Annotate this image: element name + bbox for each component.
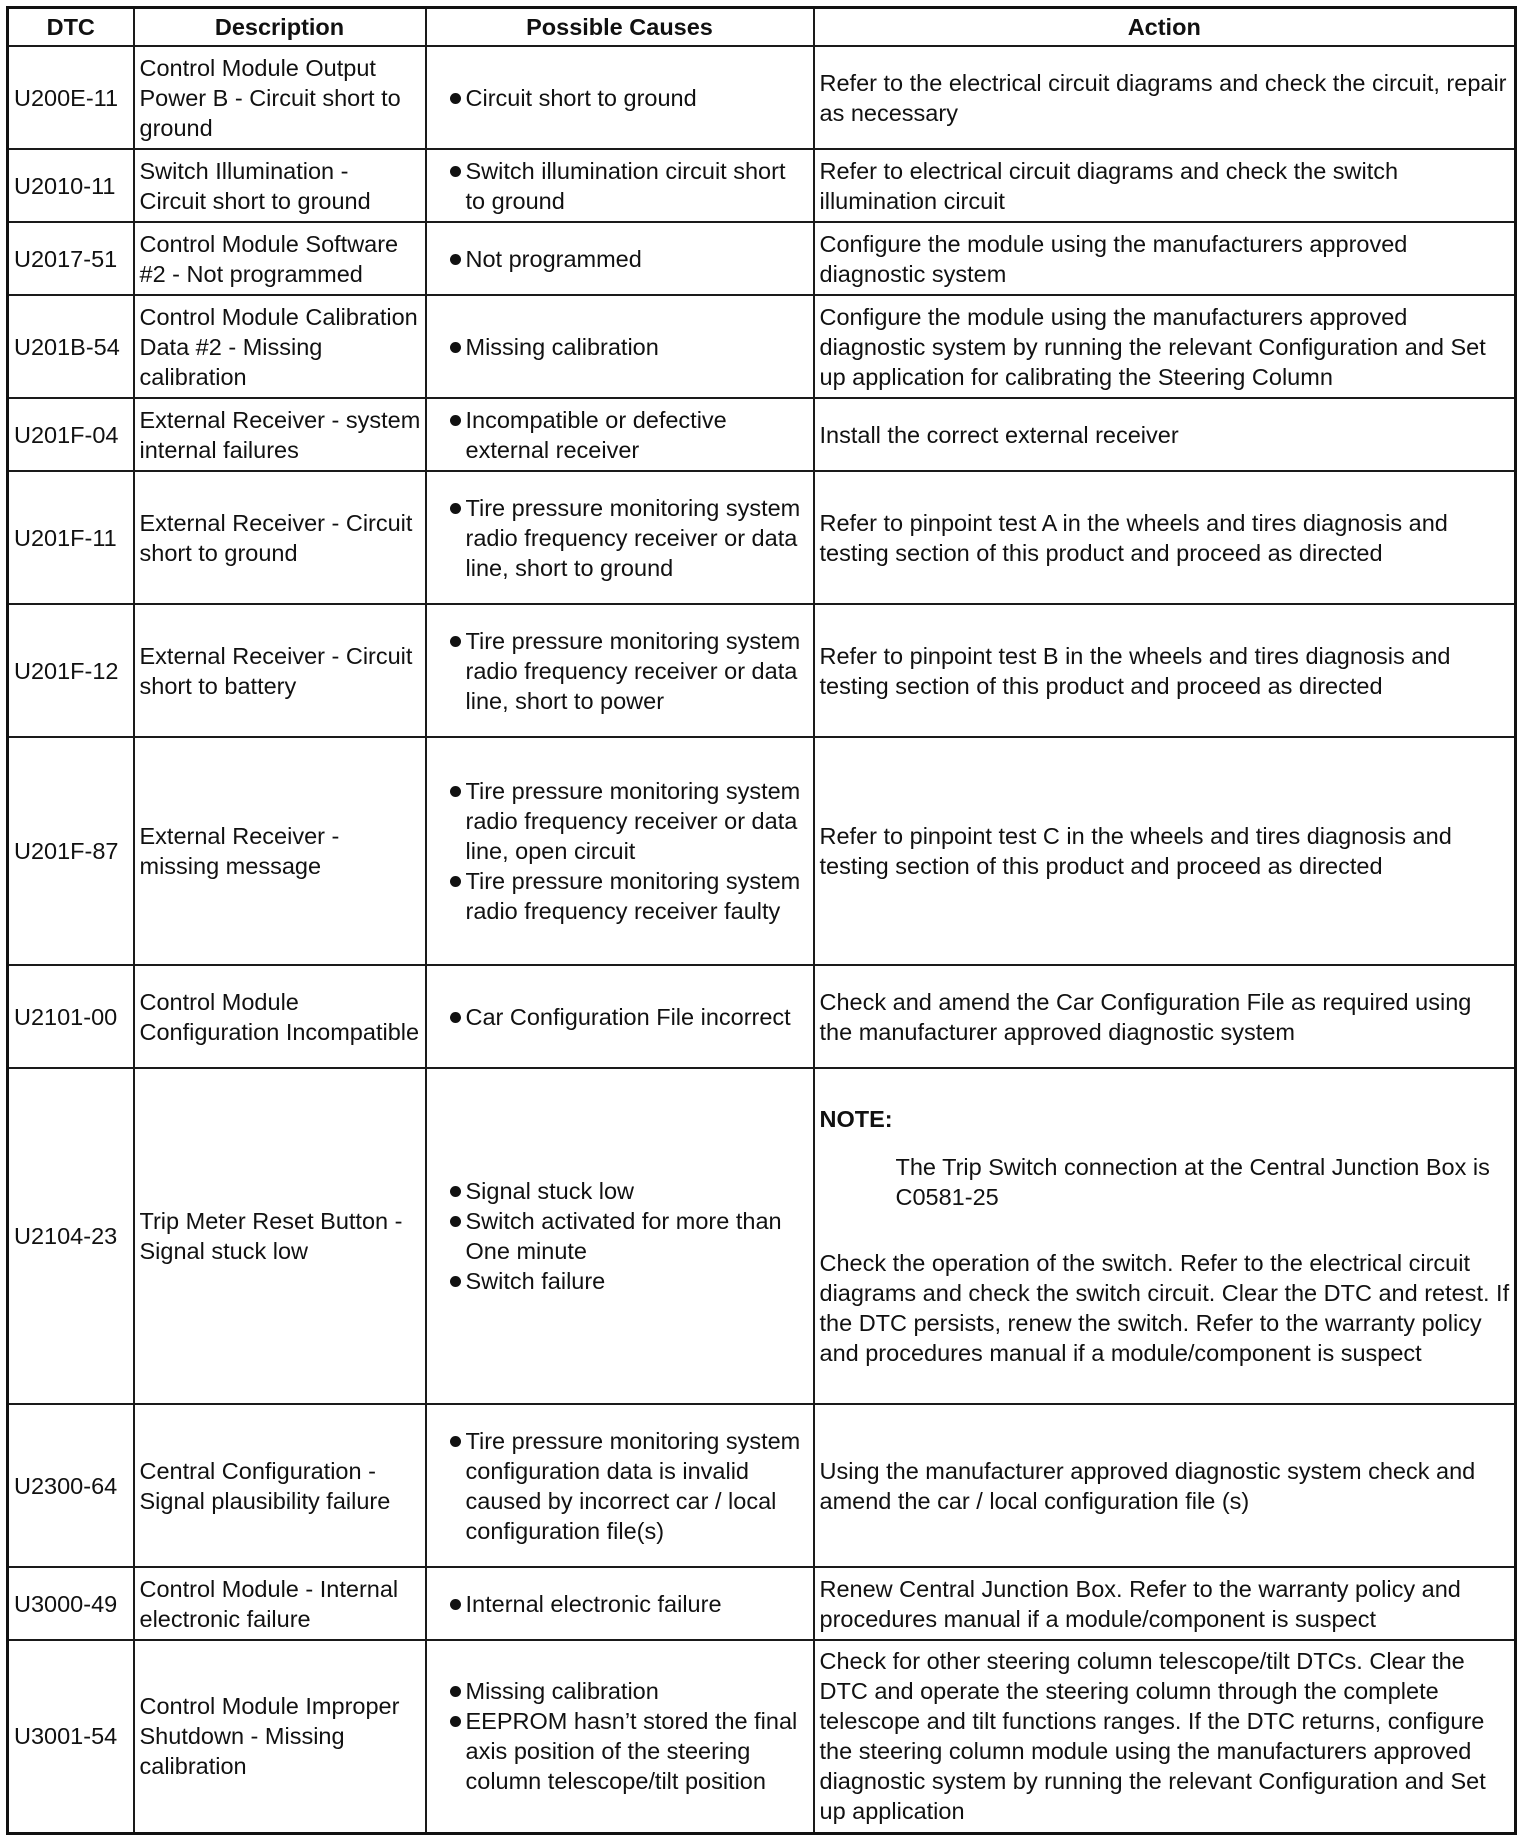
cause-item: Tire pressure monitoring system configuration data is invalid caused by incorrect car / local configuration file(s) [432,1426,809,1546]
dtc-description: External Receiver - system internal failures [134,398,426,471]
cause-item: Internal electronic failure [432,1589,809,1619]
dtc-code: U201F-87 [8,737,134,965]
dtc-code: U2101-00 [8,965,134,1068]
dtc-table [6,6,1517,1835]
possible-causes [426,1640,814,1833]
dtc-description: Control Module Calibration Data #2 - Missing calibration [134,295,426,398]
dtc-code: U201F-04 [8,398,134,471]
possible-causes [426,1567,814,1640]
possible-causes [426,295,814,398]
dtc-code: U2010-11 [8,149,134,222]
dtc-code: U2017-51 [8,222,134,295]
cause-item: Switch failure [432,1266,809,1296]
table-row [8,965,1516,1068]
action-text: Install the correct external receiver [814,398,1516,471]
table-row [8,737,1516,965]
dtc-code: U201B-54 [8,295,134,398]
header-action: Action [814,8,1516,47]
dtc-description: Control Module Output Power B - Circuit short to ground [134,46,426,149]
cause-item: Not programmed [432,244,809,274]
table-row [8,295,1516,398]
action-text: Refer to electrical circuit diagrams and check the switch illumination circuit [814,149,1516,222]
possible-causes [426,737,814,965]
cause-item: Signal stuck low [432,1176,809,1206]
possible-causes [426,149,814,222]
action-text: Refer to the electrical circuit diagrams and check the circuit, repair as necessary [814,46,1516,149]
dtc-code: U2300-64 [8,1404,134,1567]
action-text: Refer to pinpoint test B in the wheels and tires diagnosis and testing section of this product and proceed as directed [814,604,1516,737]
table-row [8,222,1516,295]
possible-causes [426,1404,814,1567]
action-cell [814,1068,1516,1404]
action-text: Configure the module using the manufacturers approved diagnostic system by running the relevant Configuration and Set up application for calibrating the Steering Column [814,295,1516,398]
dtc-code: U3001-54 [8,1640,134,1833]
dtc-code: U201F-11 [8,471,134,604]
table-row [8,149,1516,222]
dtc-code: U3000-49 [8,1567,134,1640]
dtc-code: U201F-12 [8,604,134,737]
cause-item: EEPROM hasn’t stored the final axis position of the steering column telescope/tilt position [432,1706,809,1796]
dtc-description: Trip Meter Reset Button - Signal stuck low [134,1068,426,1404]
table-row [8,46,1516,149]
possible-causes [426,1068,814,1404]
possible-causes [426,965,814,1068]
action-text: Check for other steering column telescope/tilt DTCs. Clear the DTC and operate the steering column through the complete telescope and tilt functions ranges. If the DTC returns, configure the steering column module using the manufacturers approved diagnostic system by running the relevant Configuration and Set up application [814,1640,1516,1833]
possible-causes [426,604,814,737]
cause-item: Circuit short to ground [432,83,809,113]
cause-item: Tire pressure monitoring system radio frequency receiver or data line, open circuit [432,776,809,866]
table-row [8,1404,1516,1567]
table-row [8,1567,1516,1640]
dtc-description: Switch Illumination - Circuit short to ground [134,149,426,222]
possible-causes [426,46,814,149]
header-dtc: DTC [8,8,134,47]
header-row [8,8,1516,47]
dtc-description: Control Module Configuration Incompatible [134,965,426,1068]
dtc-description: External Receiver - Circuit short to battery [134,604,426,737]
dtc-description: Central Configuration - Signal plausibility failure [134,1404,426,1567]
cause-item: Switch activated for more than One minute [432,1206,809,1266]
action-text: Using the manufacturer approved diagnostic system check and amend the car / local configuration file (s) [814,1404,1516,1567]
dtc-description: External Receiver - Circuit short to ground [134,471,426,604]
dtc-description: Control Module Software #2 - Not programmed [134,222,426,295]
table-row [8,604,1516,737]
dtc-code: U200E-11 [8,46,134,149]
cause-item: Tire pressure monitoring system radio frequency receiver faulty [432,866,809,926]
possible-causes [426,398,814,471]
cause-item: Car Configuration File incorrect [432,1002,809,1032]
cause-item: Incompatible or defective external receiver [432,405,809,465]
table-row [8,1640,1516,1833]
note-body: The Trip Switch connection at the Central Junction Box is C0581-25 [895,1154,1490,1210]
table-row [8,398,1516,471]
header-description: Description [134,8,426,47]
possible-causes [426,471,814,604]
note-title: NOTE: [819,1106,893,1132]
action-text: Refer to pinpoint test C in the wheels and tires diagnosis and testing section of this product and proceed as directed [814,737,1516,965]
action-text: Refer to pinpoint test A in the wheels and tires diagnosis and testing section of this product and proceed as directed [814,471,1516,604]
possible-causes [426,222,814,295]
cause-item: Tire pressure monitoring system radio frequency receiver or data line, short to ground [432,493,809,583]
action-text: Check and amend the Car Configuration File as required using the manufacturer approved diagnostic system [814,965,1516,1068]
dtc-description: External Receiver - missing message [134,737,426,965]
cause-item: Tire pressure monitoring system radio frequency receiver or data line, short to power [432,626,809,716]
dtc-description: Control Module - Internal electronic failure [134,1567,426,1640]
cause-item: Switch illumination circuit short to ground [432,156,809,216]
header-causes: Possible Causes [426,8,814,47]
dtc-description: Control Module Improper Shutdown - Missing calibration [134,1640,426,1833]
cause-item: Missing calibration [432,332,809,362]
action-text: Configure the module using the manufacturers approved diagnostic system [814,222,1516,295]
table-row [8,1068,1516,1404]
action-text: Check the operation of the switch. Refer to the electrical circuit diagrams and check the switch circuit. Clear the DTC and retest. If the DTC persists, renew the switch. Refer to the warranty policy and procedures manual if a module/component is suspect [819,1250,1510,1366]
table-row [8,471,1516,604]
cause-item: Missing calibration [432,1676,809,1706]
action-text: Renew Central Junction Box. Refer to the warranty policy and procedures manual if a module/component is suspect [814,1567,1516,1640]
dtc-code: U2104-23 [8,1068,134,1404]
